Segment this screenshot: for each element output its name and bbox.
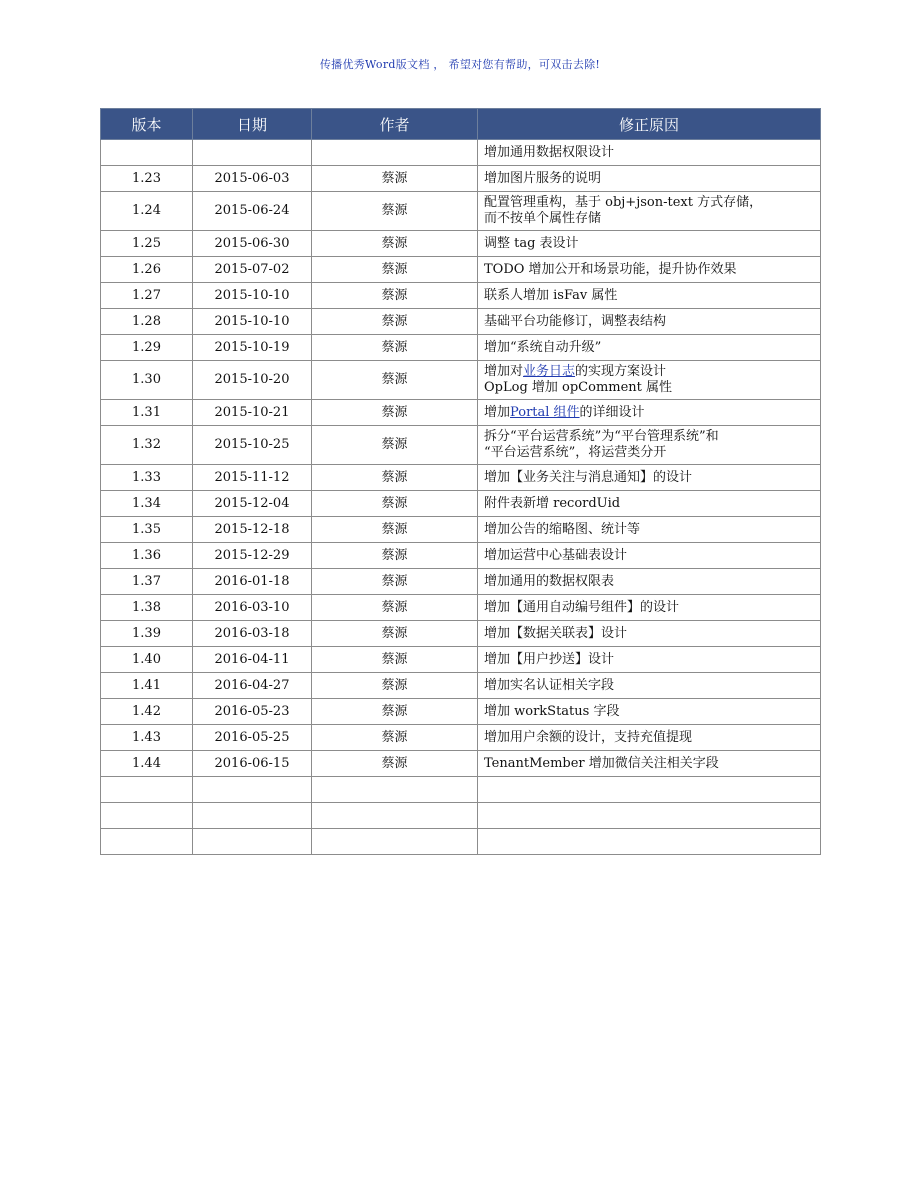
empty-row — [101, 829, 821, 855]
empty-cell — [101, 777, 193, 803]
author-cell: 蔡源 — [312, 309, 478, 335]
date-cell: 2015-10-20 — [193, 361, 312, 400]
reason-cell: 增加运营中心基础表设计 — [478, 543, 821, 569]
version-cell: 1.40 — [101, 647, 193, 673]
reason-cell: 增加实名认证相关字段 — [478, 673, 821, 699]
date-cell: 2016-05-25 — [193, 725, 312, 751]
table-row — [101, 400, 821, 426]
reason-cell: 增加图片服务的说明 — [478, 166, 821, 192]
empty-row — [101, 803, 821, 829]
reason-cell — [478, 361, 821, 400]
column-header-version: 版本 — [101, 109, 193, 140]
table-row — [101, 231, 821, 257]
table-row — [101, 426, 821, 465]
table-row — [101, 140, 821, 166]
version-cell: 1.42 — [101, 699, 193, 725]
empty-cell — [193, 803, 312, 829]
reason-cell: 附件表新增 recordUid — [478, 491, 821, 517]
date-cell: 2016-05-23 — [193, 699, 312, 725]
empty-row — [101, 777, 821, 803]
author-cell: 蔡源 — [312, 725, 478, 751]
table-row — [101, 257, 821, 283]
reason-text: 的实现方案设计 — [575, 364, 667, 379]
version-cell: 1.35 — [101, 517, 193, 543]
date-cell: 2015-10-10 — [193, 309, 312, 335]
reason-text: 增加对 — [484, 364, 524, 379]
table-row — [101, 699, 821, 725]
date-cell: 2016-03-18 — [193, 621, 312, 647]
portal-component-link[interactable]: Portal 组件 — [510, 404, 580, 420]
version-cell: 1.27 — [101, 283, 193, 309]
table-row — [101, 361, 821, 400]
empty-cell — [101, 829, 193, 855]
table-row — [101, 569, 821, 595]
author-cell: 蔡源 — [312, 491, 478, 517]
table-row — [101, 673, 821, 699]
author-cell: 蔡源 — [312, 426, 478, 465]
author-cell: 蔡源 — [312, 569, 478, 595]
table-header-row — [101, 109, 821, 140]
revision-history-table — [100, 108, 821, 855]
version-cell: 1.24 — [101, 192, 193, 231]
author-cell: 蔡源 — [312, 166, 478, 192]
version-cell — [101, 140, 193, 166]
author-cell: 蔡源 — [312, 517, 478, 543]
reason-cell: 增加【通用自动编号组件】的设计 — [478, 595, 821, 621]
author-cell: 蔡源 — [312, 647, 478, 673]
reason-cell: 增加“系统自动升级” — [478, 335, 821, 361]
reason-line: 而不按单个属性存储 — [484, 211, 602, 226]
date-cell: 2015-10-21 — [193, 400, 312, 426]
reason-cell: TenantMember 增加微信关注相关字段 — [478, 751, 821, 777]
author-cell: 蔡源 — [312, 595, 478, 621]
author-cell: 蔡源 — [312, 283, 478, 309]
date-cell: 2015-10-19 — [193, 335, 312, 361]
version-cell: 1.38 — [101, 595, 193, 621]
table-row — [101, 309, 821, 335]
table-row — [101, 465, 821, 491]
table-row — [101, 166, 821, 192]
date-cell — [193, 140, 312, 166]
author-cell: 蔡源 — [312, 231, 478, 257]
version-cell: 1.30 — [101, 361, 193, 400]
header-note: 传播优秀Word版文档 ， 希望对您有帮助，可双击去除! — [319, 58, 601, 71]
empty-cell — [478, 777, 821, 803]
version-cell: 1.36 — [101, 543, 193, 569]
date-cell: 2015-06-24 — [193, 192, 312, 231]
version-cell: 1.41 — [101, 673, 193, 699]
author-cell: 蔡源 — [312, 673, 478, 699]
version-cell: 1.32 — [101, 426, 193, 465]
date-cell: 2016-04-27 — [193, 673, 312, 699]
reason-cell: 增加用户余额的设计，支持充值提现 — [478, 725, 821, 751]
table-row — [101, 491, 821, 517]
author-cell: 蔡源 — [312, 192, 478, 231]
empty-cell — [478, 829, 821, 855]
table-row — [101, 621, 821, 647]
date-cell: 2015-10-25 — [193, 426, 312, 465]
date-cell: 2015-06-03 — [193, 166, 312, 192]
column-header-author: 作者 — [312, 109, 478, 140]
date-cell: 2015-12-04 — [193, 491, 312, 517]
reason-cell: 联系人增加 isFav 属性 — [478, 283, 821, 309]
reason-line: 拆分“平台运营系统”为“平台管理系统”和 — [484, 429, 719, 444]
version-cell: 1.29 — [101, 335, 193, 361]
date-cell: 2016-01-18 — [193, 569, 312, 595]
version-cell: 1.28 — [101, 309, 193, 335]
author-cell — [312, 140, 478, 166]
table-row — [101, 751, 821, 777]
date-cell: 2015-10-10 — [193, 283, 312, 309]
empty-cell — [193, 777, 312, 803]
version-cell: 1.33 — [101, 465, 193, 491]
empty-cell — [312, 829, 478, 855]
reason-text: 的详细设计 — [579, 404, 645, 420]
reason-cell: 调整 tag 表设计 — [478, 231, 821, 257]
date-cell: 2015-12-29 — [193, 543, 312, 569]
author-cell: 蔡源 — [312, 361, 478, 400]
version-cell: 1.37 — [101, 569, 193, 595]
table-row — [101, 595, 821, 621]
reason-cell: 增加【业务关注与消息通知】的设计 — [478, 465, 821, 491]
date-cell: 2016-03-10 — [193, 595, 312, 621]
author-cell: 蔡源 — [312, 621, 478, 647]
author-cell: 蔡源 — [312, 335, 478, 361]
table-row — [101, 335, 821, 361]
column-header-date: 日期 — [193, 109, 312, 140]
reason-cell — [478, 400, 821, 426]
author-cell: 蔡源 — [312, 257, 478, 283]
empty-cell — [312, 803, 478, 829]
date-cell: 2015-06-30 — [193, 231, 312, 257]
table-row — [101, 283, 821, 309]
version-cell: 1.44 — [101, 751, 193, 777]
reason-line: OpLog 增加 opComment 属性 — [484, 380, 673, 395]
reason-cell: 增加【数据关联表】设计 — [478, 621, 821, 647]
author-cell: 蔡源 — [312, 543, 478, 569]
version-cell: 1.31 — [101, 400, 193, 426]
reason-cell: 增加 workStatus 字段 — [478, 699, 821, 725]
table-row — [101, 647, 821, 673]
reason-line — [484, 364, 814, 380]
business-log-link[interactable]: 业务日志 — [523, 364, 576, 379]
table-row — [101, 517, 821, 543]
author-cell: 蔡源 — [312, 699, 478, 725]
version-cell: 1.39 — [101, 621, 193, 647]
reason-cell: 增加通用的数据权限表 — [478, 569, 821, 595]
date-cell: 2016-06-15 — [193, 751, 312, 777]
version-cell: 1.23 — [101, 166, 193, 192]
date-cell: 2015-07-02 — [193, 257, 312, 283]
version-cell: 1.34 — [101, 491, 193, 517]
author-cell: 蔡源 — [312, 751, 478, 777]
reason-line: 配置管理重构，基于 obj+json-text 方式存储， — [484, 195, 763, 210]
reason-cell: TODO 增加公开和场景功能，提升协作效果 — [478, 257, 821, 283]
reason-text: 增加 — [484, 404, 511, 420]
reason-cell: 增加【用户抄送】设计 — [478, 647, 821, 673]
reason-cell — [478, 192, 821, 231]
table-row — [101, 543, 821, 569]
reason-cell: 增加公告的缩略图、统计等 — [478, 517, 821, 543]
date-cell: 2015-12-18 — [193, 517, 312, 543]
date-cell: 2016-04-11 — [193, 647, 312, 673]
date-cell: 2015-11-12 — [193, 465, 312, 491]
reason-line: “平台运营系统”，将运营类分开 — [484, 445, 667, 460]
reason-cell: 增加通用数据权限设计 — [478, 140, 821, 166]
reason-cell — [478, 426, 821, 465]
empty-cell — [312, 777, 478, 803]
empty-cell — [478, 803, 821, 829]
reason-cell: 基础平台功能修订，调整表结构 — [478, 309, 821, 335]
version-cell: 1.43 — [101, 725, 193, 751]
version-cell: 1.26 — [101, 257, 193, 283]
empty-cell — [101, 803, 193, 829]
table-row — [101, 725, 821, 751]
version-cell: 1.25 — [101, 231, 193, 257]
table-row — [101, 192, 821, 231]
column-header-reason: 修正原因 — [478, 109, 821, 140]
author-cell: 蔡源 — [312, 400, 478, 426]
empty-cell — [193, 829, 312, 855]
author-cell: 蔡源 — [312, 465, 478, 491]
